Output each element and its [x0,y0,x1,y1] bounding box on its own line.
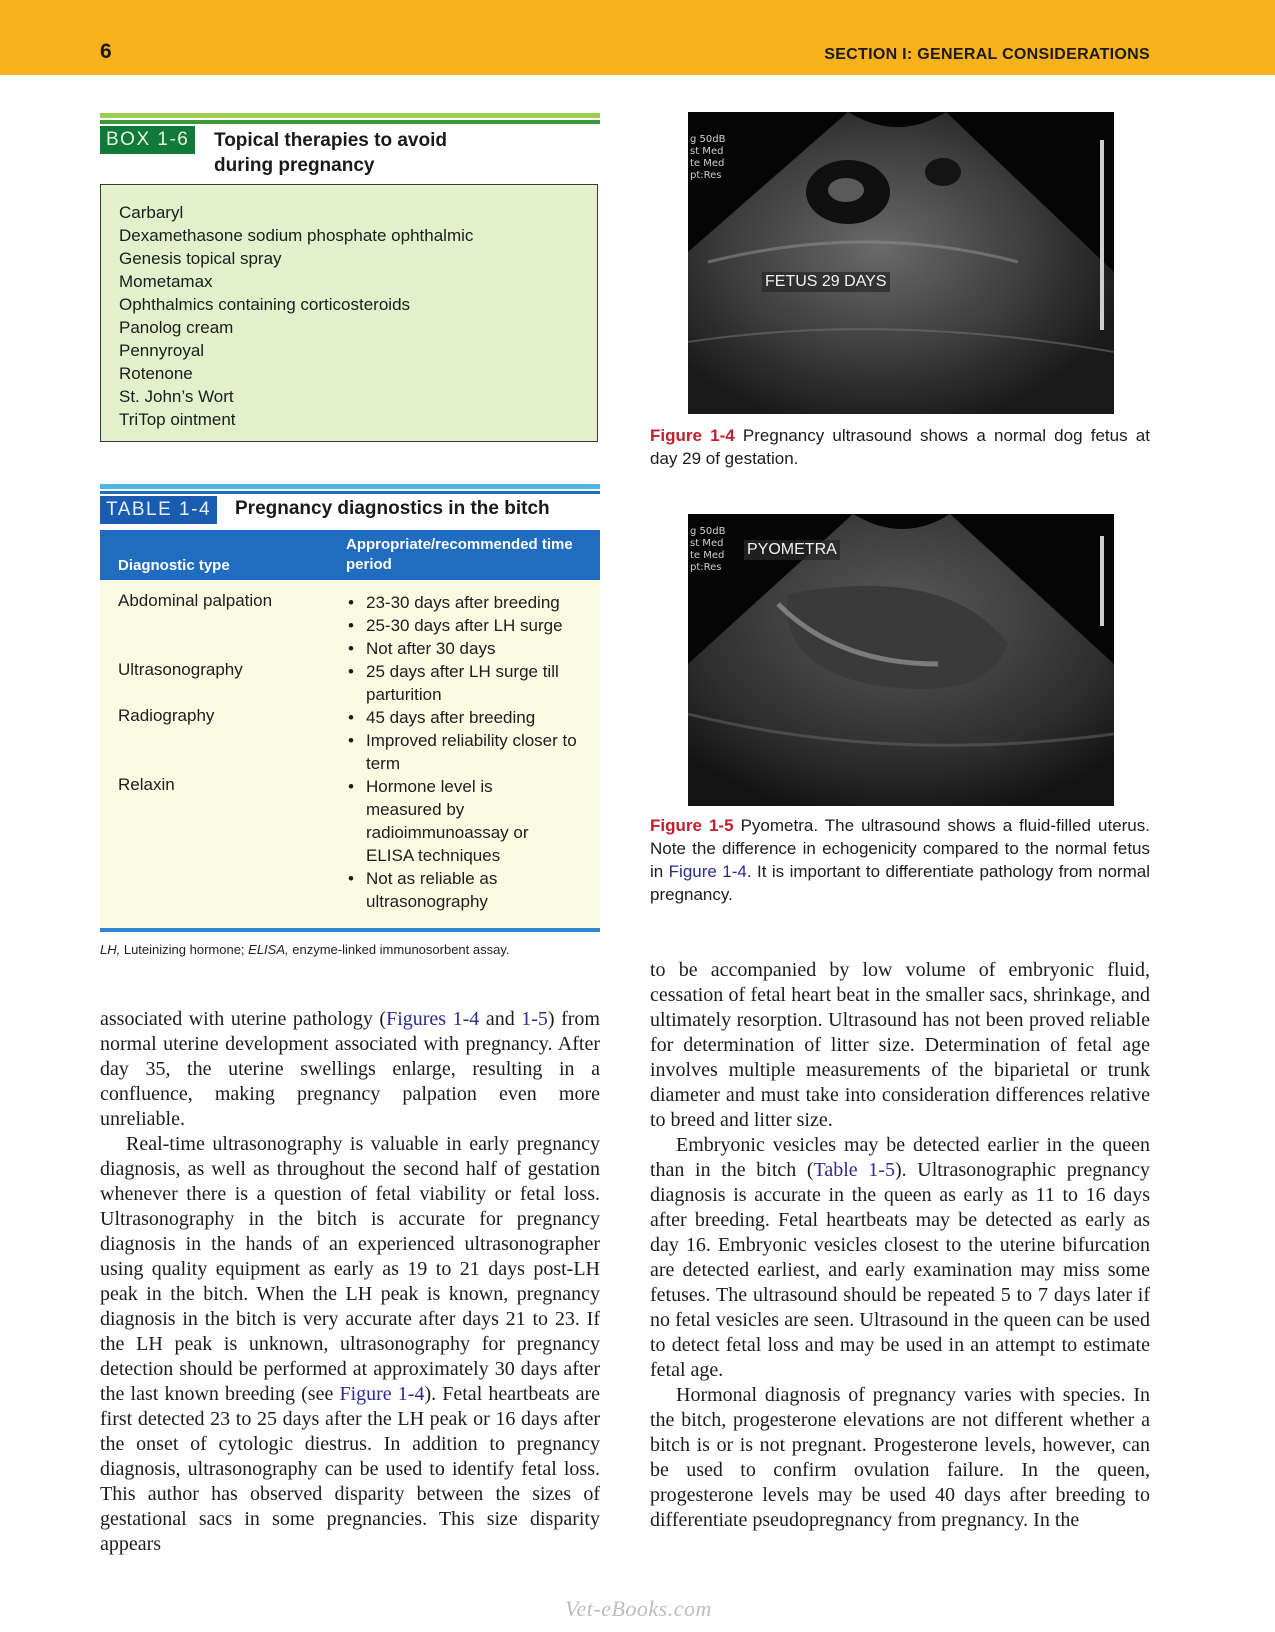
body-paragraph [650,1133,1150,1383]
setting-line: pt:Res [690,562,722,573]
table-title: Pregnancy diagnostics in the bitch [235,498,550,519]
table-footnote [100,942,509,957]
table-header-diagnostic-type: Diagnostic type [118,557,230,574]
body-text: ) from normal uterine development associated with pregnancy. After day 35, the uterine swellings enlarge, resulting in a confluence, making pregnancy palpation even more unreliable. [100,1008,600,1130]
body-paragraph [100,1132,600,1557]
figure-1-5-caption [650,814,1150,906]
setting-line: st Med [690,146,724,157]
body-text: and [479,1008,522,1030]
setting-line: te Med [690,158,725,169]
table-header-row [100,530,600,580]
table-cell-type: Ultrasonography [118,660,243,679]
box-title: Topical therapies to avoid during pregnancy [214,130,447,176]
table-header-time-period: Appropriate/recommended time period [346,536,573,573]
body-text: ). Fetal heartbeats are first detected 23 to 25 days after the LH peak or 16 days after the onset of cytologic diestrus. In addition to pregnancy diagnosis, ultrasonography can be used to identify fetal loss. This author has observed disparity between the sizes of gestational sacs in some pregnancies. This size disparity appears [100,1383,600,1555]
table-bullet: • Hormone level is measured by radioimmunoassay or ELISA techniques [346,775,566,867]
table-cell-periods [346,591,596,660]
figure-cross-reference[interactable]: 1-5 [521,1008,548,1030]
table-tag: TABLE 1-4 [100,496,217,524]
table-bottom-rule [100,928,600,932]
footnote-abbr: ELISA, [248,942,289,957]
figure-cross-reference[interactable]: Figures 1-4 [386,1008,480,1030]
box-item: TriTop ointment [119,410,236,429]
setting-line: st Med [690,538,724,549]
body-column-right [650,958,1150,1533]
figure-1-4-image-label: FETUS 29 DAYS [762,272,890,292]
setting-line: te Med [690,550,725,561]
body-paragraph: to be accompanied by low volume of embryonic fluid, cessation of fetal heart beat in the smaller sacs, shrinkage, and ultimately resorption. Ultrasound has not been proved reliable for determination of litter size. Determination of fetal age involves multiple measurements of the biparietal or trunk diameter and must take into consideration differences relative to breed and litter size. [650,959,1150,1131]
body-text: ). Ultrasonographic pregnancy diagnosis is accurate in the queen as early as 11 to 16 days after breeding. Fetal heartbeats may be detected as early as day 16. Embryonic vesicles closest to the uterine bifurcation are detected earliest, and early examination may miss some fetuses. The ultrasound should be repeated 5 to 7 days later if no fetal vesicles are seen. Ultrasound in the queen can be used to detect fetal loss and may be used in an attempt to estimate fetal age. [650,1159,1150,1381]
box-item: Ophthalmics containing corticosteroids [119,295,411,314]
table-bullet: • Not as reliable as ultrasonography [346,867,566,913]
box-item: St. John’s Wort [119,387,234,406]
table-bullet: • 45 days after breeding [346,706,596,729]
box-item: Mometamax [119,272,213,291]
box-item: Pennyroyal [119,341,205,360]
figure-label: Figure 1-4 [650,426,735,445]
ultrasound-fan [688,112,1114,414]
table-cross-reference[interactable]: Table 1-5 [813,1159,895,1181]
ultrasound-settings [690,526,725,574]
figure-1-4-caption [650,424,1150,470]
body-paragraph: Hormonal diagnosis of pregnancy varies with species. In the bitch, progesterone elevations are not different whether a bitch is or is not pregnant. Progesterone levels, however, can be used to confirm ovulation failure. In the queen, progesterone levels may be used 40 days after breeding to differentiate pseudopregnancy from pregnancy. In the [650,1384,1150,1531]
table-bullet: • 25-30 days after LH surge [346,614,596,637]
table-rule-dark [100,491,600,494]
box-panel [100,184,598,442]
body-text: associated with uterine pathology ( [100,1008,387,1030]
setting-line: g 50dB [690,134,726,145]
table-bullet: • Not after 30 days [346,637,596,660]
box-item: Rotenone [119,364,193,383]
table-cell-periods [346,660,596,706]
body-column-left [100,1007,600,1557]
table-body [100,580,600,928]
setting-line: pt:Res [690,170,722,181]
page-number: 6 [100,40,112,63]
caption-text: Pregnancy ultrasound shows a normal dog fetus at day 29 of gestation. [650,426,1150,468]
caption-text: Pyometra. The ultrasound shows a fluid-filled uterus. Note the difference in echogenicity compared to the normal fetus in [650,816,1150,881]
figure-cross-reference[interactable]: Figure 1-4 [668,862,747,881]
body-text: Real-time ultrasonography is valuable in early pregnancy diagnosis, as well as throughout the second half of gestation whenever there is a question of fetal viability or fetal loss. Ultrasonography in the bitch is accurate for pregnancy diagnosis in the hands of an experienced ultrasonographer using quality equipment as early as 19 to 21 days post-LH peak in the bitch. When the LH peak is known, pregnancy diagnosis in the bitch is very accurate after days 21 to 23. If the LH peak is unknown, ultrasonography for pregnancy detection should be performed at approximately 30 days after the last known breeding (see [100,1133,600,1405]
footnote-def: Luteinizing hormone; [120,942,249,957]
figure-1-5-image-label: PYOMETRA [744,540,840,560]
box-tag: BOX 1-6 [100,126,195,154]
caption-text: . It is important to differentiate pathology from normal pregnancy. [650,862,1150,904]
figure-1-4-ultrasound-image [688,112,1114,414]
table-cell-type: Abdominal palpation [118,591,273,610]
box-item: Carbaryl [119,203,184,222]
table-bullet: • 25 days after LH surge till parturition [346,660,596,706]
table-cell-type: Radiography [118,706,215,725]
box-item: Dexamethasone sodium phosphate ophthalmic [119,226,474,245]
header-band [0,0,1275,75]
table-bullet: • Improved reliability closer to term [346,729,596,775]
table-cell-periods [346,706,596,775]
figure-label: Figure 1-5 [650,816,734,835]
body-text: Embryonic vesicles may be detected earlier in the queen than in the bitch ( [650,1134,1150,1181]
ultrasound-settings [690,134,725,182]
figure-cross-reference[interactable]: Figure 1-4 [339,1383,425,1405]
section-title: SECTION I: GENERAL CONSIDERATIONS [824,46,1150,63]
footnote-def: enzyme-linked immunosorbent assay. [288,942,510,957]
box-item: Panolog cream [119,318,234,337]
box-item: Genesis topical spray [119,249,282,268]
box-list [119,201,473,431]
table-rule-light [100,484,600,489]
box-rule-light [100,113,600,118]
figure-1-5-ultrasound-image [688,514,1114,806]
body-paragraph [100,1007,600,1132]
footnote-abbr: LH, [100,942,121,957]
table-bullet: • 23-30 days after breeding [346,591,596,614]
watermark: Vet-eBooks.com [565,1596,712,1621]
setting-line: g 50dB [690,526,726,537]
box-rule-dark [100,120,600,124]
table-cell-type: Relaxin [118,775,175,794]
table-cell-periods [346,775,566,913]
